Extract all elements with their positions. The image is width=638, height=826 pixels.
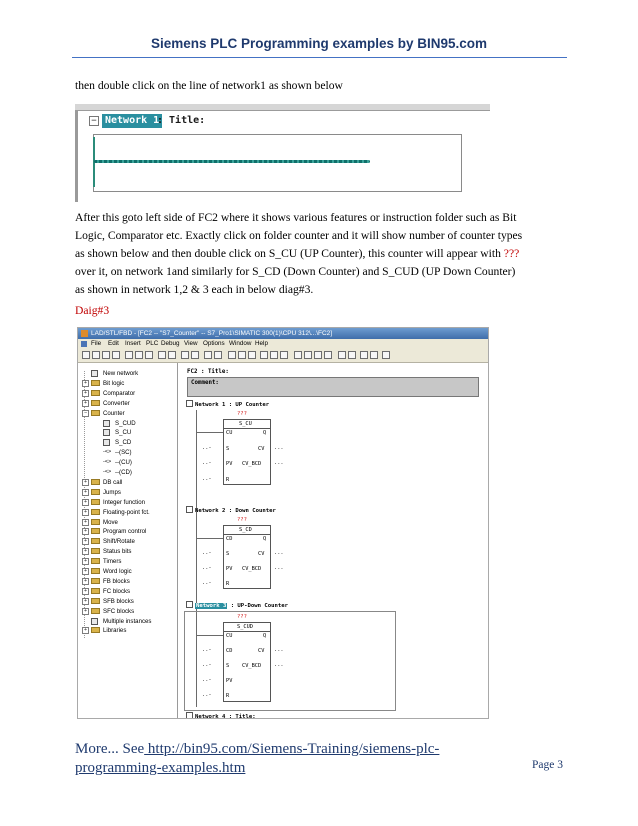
pin-q: Q [263, 430, 267, 436]
param-dots[interactable]: ..- [202, 580, 212, 586]
tree-item[interactable] [78, 527, 176, 536]
footer-more [75, 740, 439, 778]
expand-icon[interactable]: + [83, 379, 87, 386]
folder-icon [91, 538, 100, 544]
pin-cu: CU [226, 633, 233, 639]
contact-no-icon[interactable] [294, 351, 302, 359]
tree-item-label: Move [103, 518, 118, 526]
page-number: Page 3 [532, 759, 563, 771]
pin-s: S [226, 663, 230, 669]
folder-icon [91, 499, 100, 505]
body-line-4: over it, on network 1and similarly for S_CD (Down Counter) and S_CUD (UP Down Counter) [75, 265, 516, 278]
expand-icon[interactable]: + [83, 498, 87, 505]
tree-item-label: --(SC) [115, 449, 132, 457]
new-icon[interactable] [82, 351, 90, 359]
block-icon [103, 420, 110, 427]
tree-item[interactable] [78, 498, 176, 507]
block-separator [224, 534, 270, 535]
zoom-icon[interactable] [214, 351, 222, 359]
menu-debug[interactable]: Debug [161, 340, 180, 347]
tree-item-label: Converter [103, 399, 130, 407]
tree-item-label: S_CUD [115, 419, 136, 427]
block-name: S_CUD [237, 624, 253, 630]
folder-icon [91, 519, 100, 525]
close-branch-icon[interactable] [348, 351, 356, 359]
tree-item-label: New network [103, 370, 139, 377]
menu-file[interactable]: File [91, 340, 102, 347]
expand-icon[interactable]: + [83, 538, 87, 545]
body-line-5: as shown in network 1,2 & 3 each in below diag#3. [75, 283, 314, 296]
body-line-3-text: as shown below and then double click on S_CU (UP Counter), this counter will appear with [75, 247, 501, 260]
menu-help[interactable]: Help [255, 340, 268, 347]
tree-item[interactable] [78, 379, 176, 388]
block-separator [224, 631, 270, 632]
window-title: LAD/STL/FBD - [FC2 -- "S7_Counter" -- S7_Pro1\SIMATIC 300(1)\CPU 312\...\FC2] [91, 330, 333, 337]
param-dots[interactable]: ... [274, 647, 284, 653]
tree-item[interactable] [78, 448, 176, 457]
param-dots[interactable]: ..- [202, 550, 212, 556]
save-icon[interactable] [102, 351, 110, 359]
folder-icon [91, 548, 100, 554]
unknown-marker: ??? [503, 247, 520, 260]
pin-q: Q [263, 536, 267, 542]
param-dots[interactable]: ... [274, 460, 284, 466]
expand-icon[interactable]: + [83, 528, 87, 535]
param-dots[interactable]: ..- [202, 692, 212, 698]
tree-item[interactable] [78, 567, 176, 576]
overview-icon[interactable] [204, 351, 212, 359]
block-name: S_CD [239, 527, 252, 533]
network1-screenshot [75, 104, 490, 202]
contact-nc-icon[interactable] [304, 351, 312, 359]
tree-item[interactable] [78, 419, 176, 428]
param-dots[interactable]: ... [274, 550, 284, 556]
tree-item[interactable] [78, 478, 176, 487]
param-dots[interactable]: ..- [202, 662, 212, 668]
expand-icon[interactable]: + [83, 587, 87, 594]
rung-2 [196, 538, 223, 539]
network-3-header[interactable]: Network 3 : UP-Down Counter [186, 601, 288, 609]
block-icon [91, 618, 98, 625]
counter-block-s-cud[interactable] [223, 622, 271, 702]
coil-icon[interactable] [314, 351, 322, 359]
tree-item-label: Timers [103, 558, 122, 566]
counter-block-s-cu[interactable] [223, 419, 271, 485]
tree-item-label: DB call [103, 478, 123, 486]
tree-item-label: Floating-point fct. [103, 508, 150, 516]
collapse-icon[interactable] [186, 601, 193, 608]
param-dots[interactable]: ..- [202, 476, 212, 482]
tree-item-label: Libraries [103, 627, 127, 635]
block-name: S_CU [239, 421, 252, 427]
arrow-left-icon[interactable] [360, 351, 368, 359]
block-icon [103, 429, 110, 436]
expand-icon[interactable]: + [83, 558, 87, 565]
app-icon [81, 330, 88, 337]
counter-1-address[interactable]: ??? [237, 411, 247, 417]
param-dots[interactable]: ..- [202, 445, 212, 451]
network-1-header[interactable]: Network 1 : UP Counter [186, 400, 269, 408]
menu-insert[interactable]: Insert [125, 340, 141, 347]
rung-1 [196, 432, 223, 433]
download-icon[interactable] [158, 351, 166, 359]
folder-icon [91, 558, 100, 564]
fc-title: FC2 : Title: [187, 369, 229, 375]
pin-q: Q [263, 633, 267, 639]
expand-icon[interactable]: + [83, 518, 87, 525]
pin-cv-bcd: CV_BCD [242, 566, 262, 572]
power-rail-3 [196, 613, 197, 707]
folder-icon [91, 400, 100, 406]
param-dots[interactable]: ... [274, 565, 284, 571]
tree-item[interactable] [78, 537, 176, 546]
expand-icon[interactable]: + [83, 389, 87, 396]
pin-s: S [226, 551, 230, 557]
pin-s: S [226, 446, 230, 452]
pin-r: R [226, 693, 230, 699]
tree-item[interactable] [78, 587, 176, 596]
footer-link[interactable]: http://bin95.com/Siemens-Training/siemens-plc- [144, 741, 440, 757]
body-line-1: After this goto left side of FC2 where it shows various features or instruction folder such as Bit [75, 211, 517, 224]
tree-item[interactable] [78, 438, 176, 447]
footer-line-1 [75, 740, 439, 759]
window-title-bar [78, 328, 488, 339]
pin-cv: CV [258, 446, 265, 452]
tree-item[interactable] [78, 458, 176, 467]
expand-icon[interactable]: + [83, 627, 87, 634]
expand-icon[interactable]: + [83, 607, 87, 614]
menu-options[interactable]: Options [203, 340, 225, 347]
diagram-label: Daig#3 [75, 304, 110, 317]
tree-item[interactable] [78, 488, 176, 497]
tree-item[interactable] [78, 547, 176, 556]
block-icon [91, 370, 98, 377]
program-elements-tree [78, 363, 178, 718]
tree-item-label: --(CD) [115, 469, 132, 476]
tree-item[interactable] [78, 428, 176, 437]
pin-cv: CV [258, 648, 265, 654]
param-dots[interactable]: ..- [202, 565, 212, 571]
expand-icon[interactable]: + [83, 577, 87, 584]
collapse-icon[interactable]: − [83, 409, 87, 416]
tree-item[interactable] [78, 508, 176, 517]
folder-icon [91, 410, 100, 416]
pin-cv-bcd: CV_BCD [242, 663, 262, 669]
folder-icon [91, 588, 100, 594]
tree-item-label: S_CD [115, 439, 132, 447]
toolbar [78, 349, 488, 363]
undo-icon[interactable] [181, 351, 189, 359]
folder-icon [91, 608, 100, 614]
counter-3-address[interactable]: ??? [237, 614, 247, 620]
tree-item[interactable] [78, 617, 176, 626]
lad-icon[interactable] [260, 351, 268, 359]
expand-icon[interactable]: + [83, 399, 87, 406]
power-rail-1 [196, 410, 197, 520]
arrow-right-icon[interactable] [370, 351, 378, 359]
network-2-header[interactable]: Network 2 : Down Counter [186, 506, 276, 514]
page-header: Siemens PLC Programming examples by BIN95.com [150, 36, 488, 51]
menu-plc[interactable]: PLC [146, 340, 159, 347]
tree-item-label: Counter [103, 409, 125, 417]
collapse-icon[interactable] [186, 712, 193, 719]
folder-icon [91, 489, 100, 495]
tree-item[interactable] [78, 597, 176, 606]
collapse-icon[interactable] [186, 400, 193, 407]
param-dots[interactable]: ..- [202, 460, 212, 466]
tree-item[interactable] [78, 557, 176, 566]
block-separator [224, 428, 270, 429]
menu-edit[interactable]: Edit [108, 340, 119, 347]
collapse-icon[interactable]: − [89, 116, 99, 126]
network-line[interactable] [94, 160, 370, 163]
copy-icon[interactable] [135, 351, 143, 359]
tree-item[interactable] [78, 409, 176, 418]
tree-item-label: Status bits [103, 548, 132, 556]
menu-bar [78, 339, 488, 349]
tree-item-label: Bit logic [103, 379, 125, 387]
param-dots[interactable]: ... [274, 662, 284, 668]
folder-icon [91, 568, 100, 574]
network-icon[interactable] [228, 351, 236, 359]
network-4-header[interactable]: Network 4 : Title: [186, 712, 256, 719]
pin-cv: CV [258, 551, 265, 557]
tree-item-label: SFB blocks [103, 597, 134, 605]
tree-item[interactable] [78, 399, 176, 408]
body-line-3 [75, 245, 519, 263]
monitor-icon[interactable] [191, 351, 199, 359]
coil-icon: -<> [103, 449, 112, 456]
intro-text: then double click on the line of network1 as shown below [75, 79, 343, 92]
pin-cd: CD [226, 536, 233, 542]
folder-icon [91, 479, 100, 485]
expand-icon[interactable]: + [83, 548, 87, 555]
expand-icon[interactable]: + [83, 568, 87, 574]
lad-editor-screenshot [77, 327, 489, 719]
tree-item-label: Word logic [103, 568, 132, 575]
folder-icon [91, 528, 100, 534]
counter-2-address[interactable]: ??? [237, 517, 247, 523]
network-tag[interactable]: Network 1 [102, 114, 162, 128]
pin-cd: CD [226, 648, 233, 654]
tree-item-label: Multiple instances [103, 617, 152, 625]
box-icon[interactable] [324, 351, 332, 359]
pin-pv: PV [226, 566, 233, 572]
expand-icon[interactable]: + [83, 508, 87, 515]
header-rule [72, 57, 567, 58]
upload-icon[interactable] [168, 351, 176, 359]
footer-link-continued[interactable]: programming-examples.htm [75, 760, 246, 776]
tree-item-label: SFC blocks [103, 607, 135, 615]
block-icon [103, 439, 110, 446]
open-icon[interactable] [92, 351, 100, 359]
pin-pv: PV [226, 678, 233, 684]
context-help-icon[interactable] [382, 351, 390, 359]
expand-icon[interactable]: + [83, 478, 87, 485]
folder-icon [91, 390, 100, 396]
tree-item[interactable] [78, 369, 176, 378]
menu-view[interactable]: View [184, 340, 198, 347]
cut-icon[interactable] [125, 351, 133, 359]
folder-icon [91, 578, 100, 584]
folder-icon [91, 509, 100, 515]
tree-item-label: Jumps [103, 488, 121, 496]
screenshot-top-bar [75, 104, 490, 111]
pin-r: R [226, 477, 230, 483]
pin-pv: PV [226, 461, 233, 467]
pin-r: R [226, 581, 230, 587]
tree-item-label: FC blocks [103, 587, 131, 595]
rung-3 [196, 635, 223, 636]
tree-item-label: Integer function [103, 498, 146, 506]
coil-icon: -<> [103, 459, 112, 466]
coil-icon: -<> [103, 469, 112, 475]
document-icon [81, 341, 87, 347]
fbd-icon[interactable] [280, 351, 288, 359]
stl-icon[interactable] [270, 351, 278, 359]
footer-prefix: More... See [75, 741, 145, 757]
tree-item[interactable] [78, 468, 176, 477]
print-icon[interactable] [112, 351, 120, 359]
pin-cu: CU [226, 430, 233, 436]
screenshot-left-edge [75, 110, 78, 202]
network-frame [93, 134, 462, 192]
open-branch-icon[interactable] [338, 351, 346, 359]
param-dots[interactable]: ..- [202, 677, 212, 683]
paste-icon[interactable] [145, 351, 153, 359]
comment-box[interactable]: Comment: [187, 377, 479, 397]
tree-item[interactable] [78, 626, 176, 635]
tree-item-label: Program control [103, 528, 147, 536]
tree-item-label: FB blocks [103, 577, 130, 585]
param-dots[interactable]: ..- [202, 647, 212, 653]
expand-icon[interactable]: + [83, 597, 87, 604]
menu-window[interactable]: Window [229, 340, 252, 347]
collapse-icon[interactable] [186, 506, 193, 513]
counter-block-s-cd[interactable] [223, 525, 271, 589]
folder-icon [91, 380, 100, 386]
folder-icon [91, 598, 100, 604]
tree-item-label: Shift/Rotate [103, 538, 135, 546]
tree-item[interactable] [78, 518, 176, 527]
tree-item-label: Comparator [103, 389, 136, 397]
network-3-frame [184, 611, 396, 711]
branch-icon[interactable] [238, 351, 246, 359]
tree-item-label: S_CU [115, 429, 132, 437]
param-dots[interactable]: ... [274, 445, 284, 451]
tree-item[interactable] [78, 607, 176, 616]
expand-icon[interactable]: + [83, 488, 87, 495]
network-title: : Title: [157, 115, 206, 126]
code-editor [182, 363, 488, 718]
tree-item-label: --(CU) [115, 459, 132, 467]
pin-cv-bcd: CV_BCD [242, 461, 262, 467]
tree-item[interactable] [78, 577, 176, 586]
body-line-2: Logic, Comparator etc. Exactly click on folder counter and it will show number of counter types [75, 229, 523, 242]
tree-item[interactable] [78, 389, 176, 398]
folder-icon [91, 627, 100, 633]
help-icon[interactable] [248, 351, 256, 359]
